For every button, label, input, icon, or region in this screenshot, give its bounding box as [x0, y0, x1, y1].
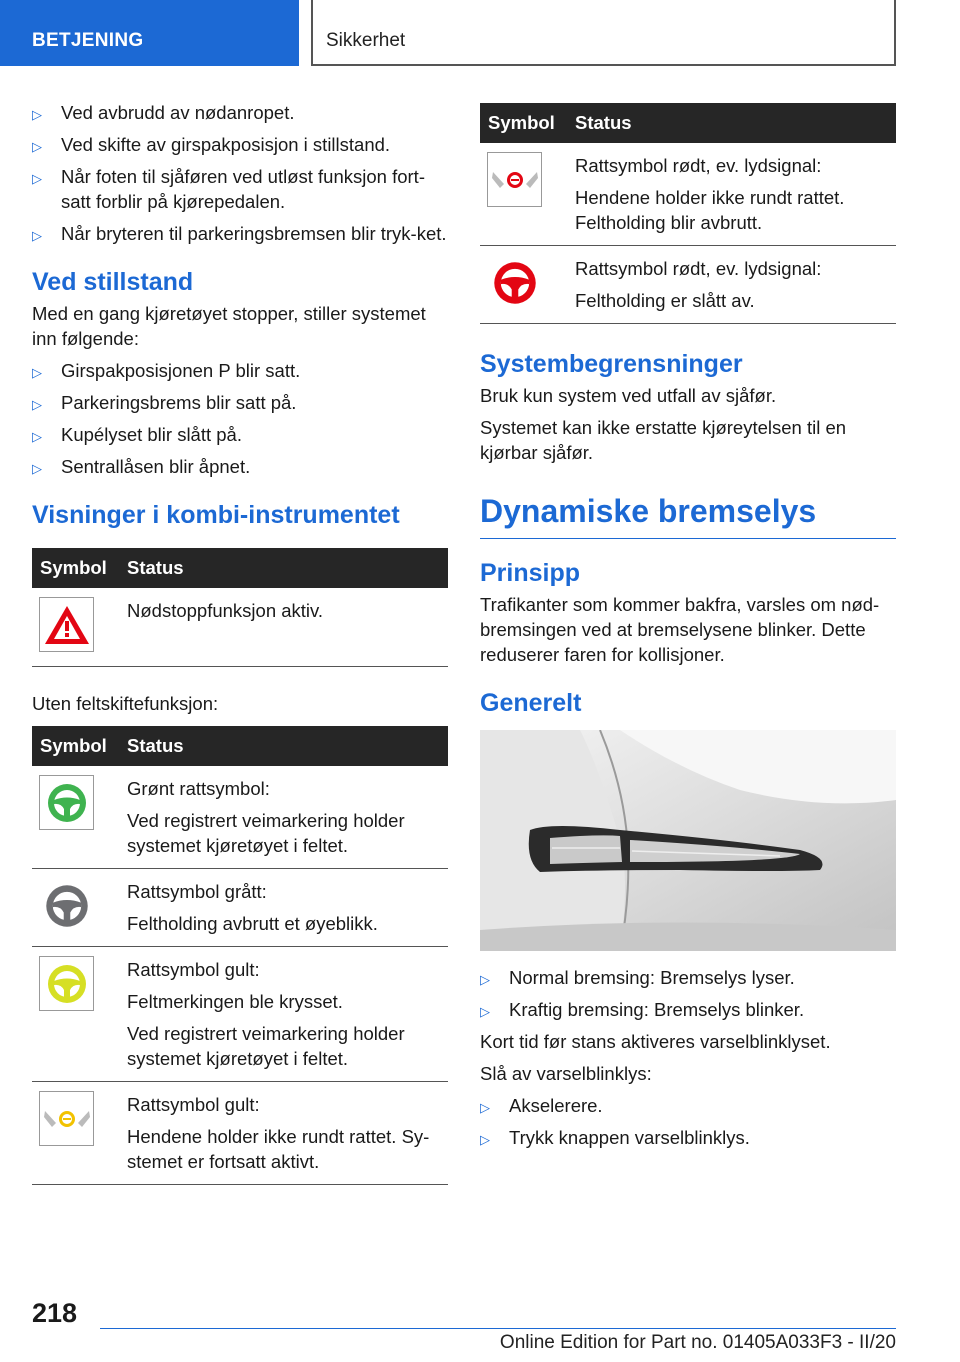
- status-text: Ved registrert veimarkering holder systemet kjøretøyet i feltet.: [127, 810, 405, 856]
- section-title: BETJENING: [32, 30, 144, 51]
- bullet-triangle-icon: ▷: [32, 365, 42, 380]
- section-tab: [0, 0, 299, 66]
- paragraph: Med en gang kjøretøyet stopper, stiller systemet inn følgende:: [32, 303, 426, 349]
- chapter-tab: [311, 0, 896, 66]
- page-number: 218: [32, 1298, 78, 1328]
- bullet-triangle-icon: ▷: [32, 171, 42, 186]
- paragraph: Bruk kun system ved utfall av sjåfør.: [480, 385, 777, 406]
- col-status-header: Status: [127, 726, 448, 766]
- bullet-triangle-icon: ▷: [32, 107, 42, 122]
- left-column: [32, 100, 448, 1185]
- footer-divider: [100, 1328, 896, 1329]
- bullet-triangle-icon: ▷: [480, 972, 490, 987]
- heading-systembegrensninger: Systembegrensninger: [480, 350, 743, 378]
- bullet-list-stillstand: [32, 358, 448, 479]
- status-title: Rattsymbol grått:: [127, 881, 267, 902]
- bullet-triangle-icon: ▷: [32, 461, 42, 476]
- heading-stillstand: Ved stillstand: [32, 268, 194, 296]
- bullet-list-top: [32, 100, 448, 246]
- right-column: [480, 103, 896, 1157]
- heading-visninger: Visninger i kombi-instrumentet: [32, 501, 400, 529]
- bullet-list-generelt: [480, 965, 896, 1022]
- list-item: ▷ Trykk knappen varselblinklys.: [480, 1125, 896, 1150]
- bullet-triangle-icon: ▷: [32, 429, 42, 444]
- table-row: [32, 869, 448, 947]
- table-row: [480, 246, 896, 324]
- bullet-triangle-icon: ▷: [32, 228, 42, 243]
- bullet-triangle-icon: ▷: [32, 139, 42, 154]
- bullet-triangle-icon: ▷: [480, 1100, 490, 1115]
- symbol-table-emergency: [32, 548, 448, 667]
- heading-dynamiske-bremselys: Dynamiske bremselys: [480, 493, 896, 539]
- list-item: ▷ Akselerere.: [480, 1093, 896, 1118]
- status-text: Feltholding er slått av.: [575, 290, 755, 311]
- list-item: ▷ Når foten til sjåføren ved utløst funksjon fort‐satt forblir på kjørepedalen.: [32, 166, 425, 212]
- status-text: Ved registrert veimarkering holder systemet kjøretøyet i feltet.: [127, 1023, 405, 1069]
- paragraph: Kort tid før stans aktiveres varselblinklyset.: [480, 1031, 831, 1052]
- list-item: ▷ Normal bremsing: Bremselys lyser.: [480, 965, 896, 990]
- table-row: [32, 766, 448, 869]
- status-title: Rattsymbol gult:: [127, 1094, 260, 1115]
- hands-on-wheel-yellow-icon: [39, 1091, 94, 1146]
- col-status-header: Status: [127, 548, 448, 588]
- bullet-triangle-icon: ▷: [480, 1132, 490, 1147]
- steering-wheel-red-icon: [487, 255, 542, 310]
- table-header-row: [32, 548, 448, 588]
- table-row: [480, 143, 896, 246]
- table-row: [32, 588, 448, 667]
- status-text: Hendene holder ikke rundt rattet. Feltholding blir avbrutt.: [575, 187, 845, 233]
- table-row: [32, 1082, 448, 1185]
- status-title: Rattsymbol rødt, ev. lydsignal:: [575, 155, 822, 176]
- brake-light-illustration: [480, 730, 896, 951]
- steering-wheel-grey-icon: [39, 878, 94, 933]
- warning-triangle-icon: [39, 597, 94, 652]
- table-header-row: [480, 103, 896, 143]
- symbol-table-red: [480, 103, 896, 324]
- status-text: Feltholding avbrutt et øyeblikk.: [127, 913, 378, 934]
- footer-edition: Online Edition for Part no. 01405A033F3 - II/20: [499, 1332, 896, 1353]
- col-status-header: Status: [575, 103, 896, 143]
- list-item: ▷ Når bryteren til parkeringsbremsen blir tryk‐ket.: [32, 221, 448, 246]
- status-title: Rattsymbol rødt, ev. lydsignal:: [575, 258, 822, 279]
- status-text: Hendene holder ikke rundt rattet. Sy‐stemet er fortsatt aktivt.: [127, 1126, 430, 1172]
- bullet-list-sla: [480, 1093, 896, 1150]
- status-text: Feltmerkingen ble krysset.: [127, 991, 343, 1012]
- steering-wheel-yellow-icon: [39, 956, 94, 1011]
- status-title: Grønt rattsymbol:: [127, 778, 270, 799]
- symbol-table-lane: [32, 726, 448, 1185]
- list-item: ▷ Kupélyset blir slått på.: [32, 422, 448, 447]
- col-symbol-header: Symbol: [32, 726, 127, 766]
- steering-wheel-green-icon: [39, 775, 94, 830]
- list-item: ▷ Ved avbrudd av nødanropet.: [32, 100, 448, 125]
- status-title: Rattsymbol gult:: [127, 959, 260, 980]
- table-row: [32, 947, 448, 1082]
- list-item: ▷ Parkeringsbrems blir satt på.: [32, 390, 448, 415]
- chapter-title: Sikkerhet: [326, 30, 406, 51]
- bullet-triangle-icon: ▷: [32, 397, 42, 412]
- list-item: ▷ Girspakposisjonen P blir satt.: [32, 358, 448, 383]
- paragraph: Slå av varselblinklys:: [480, 1063, 652, 1084]
- col-symbol-header: Symbol: [480, 103, 575, 143]
- bullet-triangle-icon: ▷: [480, 1004, 490, 1019]
- paragraph: Trafikanter som kommer bakfra, varsles om nød‐bremsingen ved at bremselysene blinker. Dette reduserer faren for kollisjoner.: [480, 594, 880, 665]
- paragraph: Uten feltskiftefunksjon:: [32, 693, 219, 714]
- col-symbol-header: Symbol: [32, 548, 127, 588]
- list-item: ▷ Ved skifte av girspakposisjon i stillstand.: [32, 132, 448, 157]
- list-item: ▷ Kraftig bremsing: Bremselys blinker.: [480, 997, 896, 1022]
- paragraph: Systemet kan ikke erstatte kjøreytelsen til en kjørbar sjåfør.: [480, 417, 847, 463]
- heading-prinsipp: Prinsipp: [480, 559, 581, 587]
- list-item: ▷ Sentrallåsen blir åpnet.: [32, 454, 448, 479]
- heading-generelt: Generelt: [480, 689, 582, 717]
- table-header-row: [32, 726, 448, 766]
- status-text: Nødstoppfunksjon aktiv.: [127, 600, 324, 621]
- hands-on-wheel-red-icon: [487, 152, 542, 207]
